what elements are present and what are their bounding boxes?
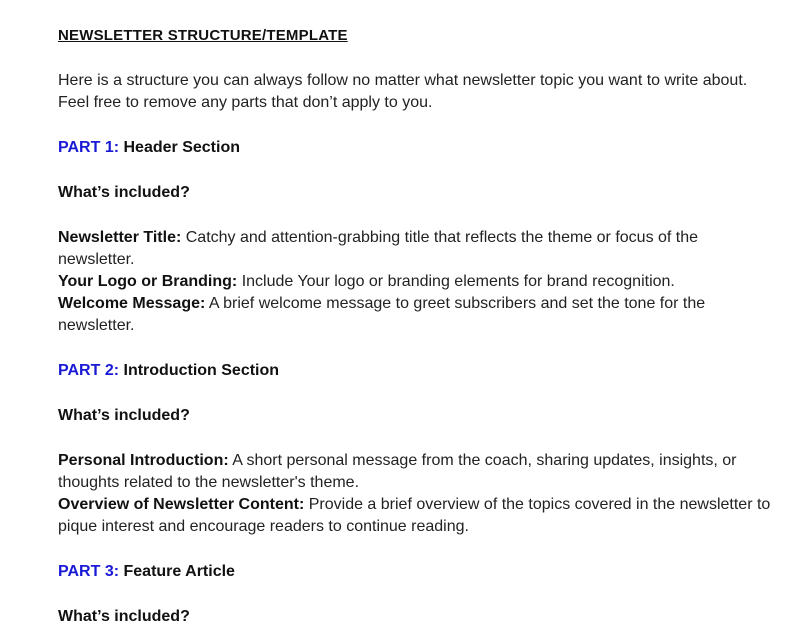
item-term: Your Logo or Branding:: [58, 273, 238, 290]
part-3-included-label: What’s included?: [58, 608, 190, 625]
part-2-heading: [58, 360, 778, 382]
part-1-name: Header Section: [123, 139, 240, 156]
part-1-heading: [58, 137, 778, 159]
part-2-item: [58, 450, 778, 494]
item-term: Overview of Newsletter Content:: [58, 496, 305, 513]
part-3-name: Feature Article: [123, 563, 235, 580]
part-1-item: [58, 271, 778, 293]
part-1-included-label: What’s included?: [58, 184, 190, 201]
part-2-item: [58, 494, 778, 538]
part-3-label: PART 3:: [58, 563, 120, 580]
item-text: A short personal message from the coach, sharing updates, insights, or thoughts related to the newsletter's theme.: [58, 452, 737, 491]
item-term: Personal Introduction:: [58, 452, 229, 469]
part-1-label: PART 1:: [58, 139, 120, 156]
part-2-included-label: What’s included?: [58, 407, 190, 424]
part-3-heading: [58, 561, 778, 583]
item-text: A brief welcome message to greet subscribers and set the tone for the newsletter.: [58, 295, 706, 334]
item-text: Provide a brief overview of the topics covered in the newsletter to pique interest and encourage readers to continue reading.: [58, 496, 771, 535]
part-2-name: Introduction Section: [123, 362, 280, 379]
intro-paragraph: Here is a structure you can always follow no matter what newsletter topic you want to write about. Feel free to remove any parts that don’t apply to you.: [58, 72, 748, 111]
part-2-label: PART 2:: [58, 362, 120, 379]
document-body: [58, 25, 778, 628]
item-text: Include Your logo or branding elements for brand recognition.: [241, 273, 675, 290]
part-1-item: [58, 293, 778, 337]
part-1-item: [58, 227, 778, 271]
item-term: Newsletter Title:: [58, 229, 182, 246]
item-term: Welcome Message:: [58, 295, 206, 312]
document-title: NEWSLETTER STRUCTURE/TEMPLATE: [58, 27, 348, 44]
item-text: Catchy and attention-grabbing title that reflects the theme or focus of the newsletter.: [58, 229, 699, 268]
